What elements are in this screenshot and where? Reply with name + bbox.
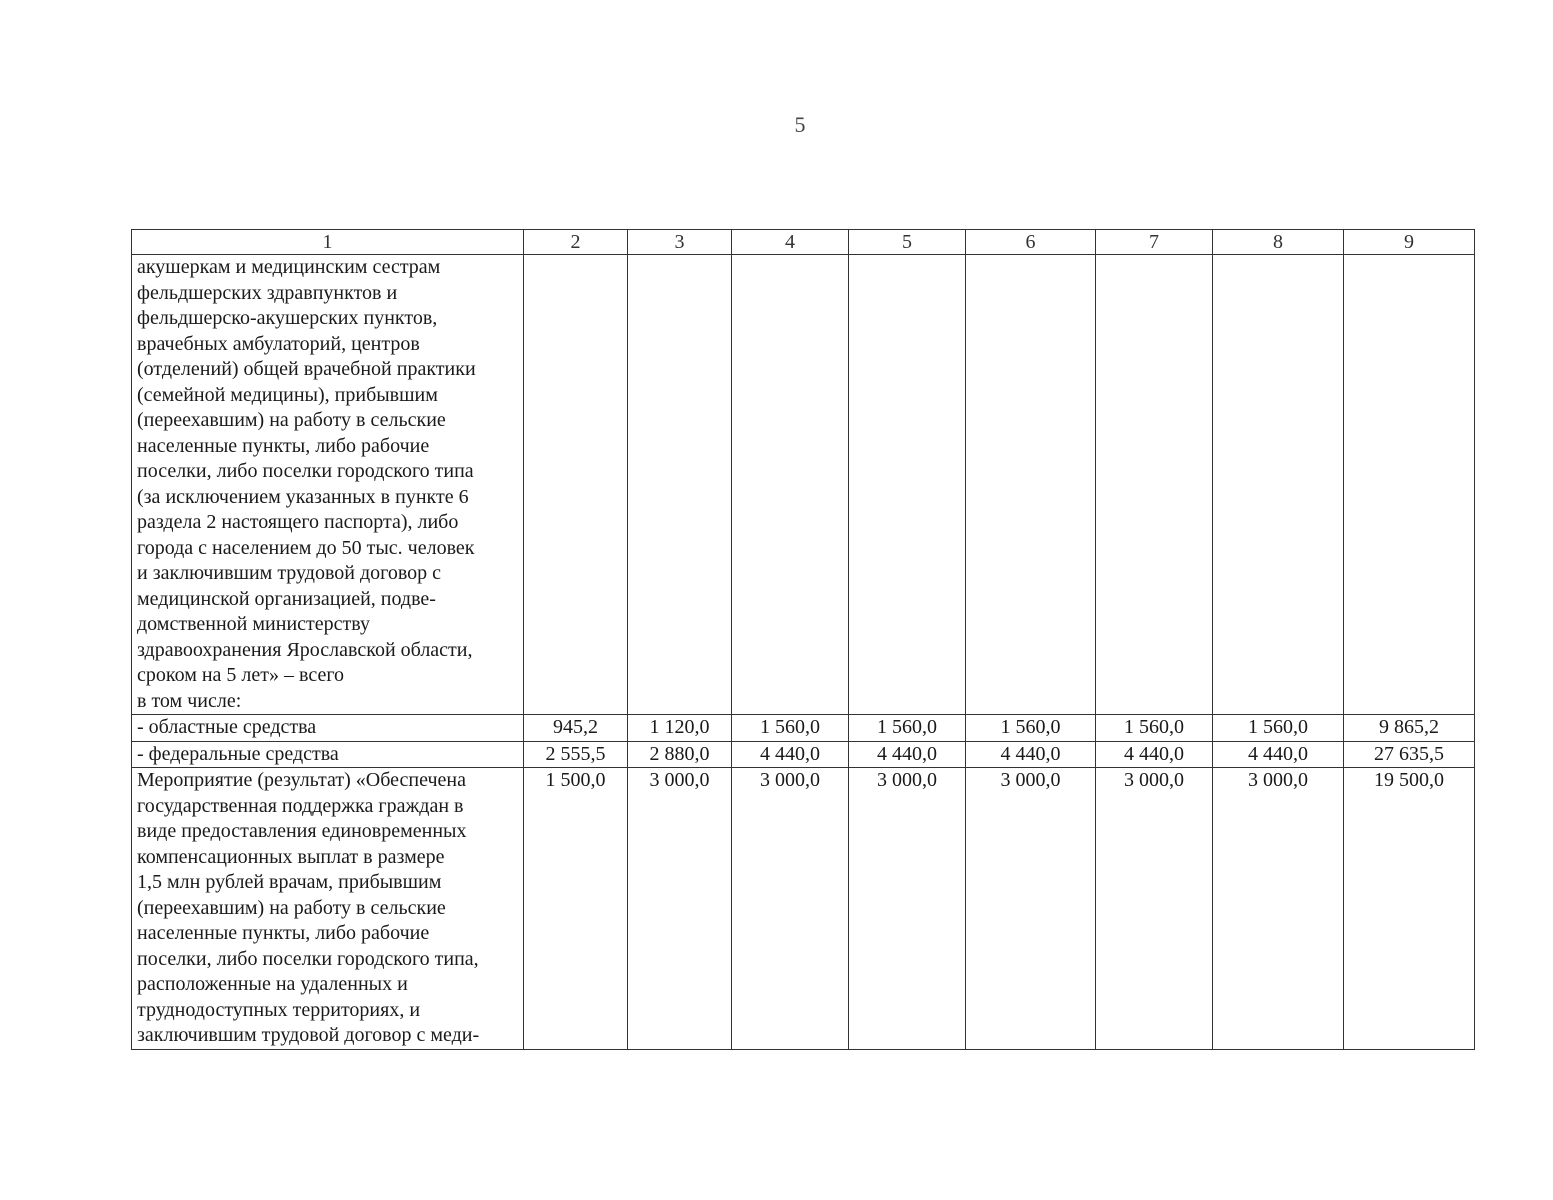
cell-value: 1 560,0 [849,715,966,742]
cell-value: 1 120,0 [628,715,732,742]
table-row [132,715,1475,742]
cell-value: 1 560,0 [1096,715,1213,742]
cell-value: 3 000,0 [849,768,966,1050]
column-header: 2 [524,230,628,255]
cell-value [966,255,1096,715]
table-row [132,255,1475,715]
cell-value: 2 555,5 [524,741,628,768]
cell-value: 27 635,5 [1344,741,1475,768]
cell-value: 19 500,0 [1344,768,1475,1050]
cell-value: 4 440,0 [1213,741,1344,768]
funding-table [131,229,1475,1050]
column-header: 6 [966,230,1096,255]
cell-value [732,255,849,715]
cell-value: 4 440,0 [966,741,1096,768]
cell-value: 1 500,0 [524,768,628,1050]
column-header: 7 [1096,230,1213,255]
cell-value: 1 560,0 [1213,715,1344,742]
column-header: 8 [1213,230,1344,255]
page-number: 5 [794,112,806,137]
cell-value: 4 440,0 [849,741,966,768]
cell-value: 3 000,0 [1096,768,1213,1050]
row-description: Мероприятие (результат) «Обеспечена государственная поддержка граждан в виде предоставления единовременных компенсационных выплат в размере 1,5 млн рублей врачам, прибывшим (переехавшим) на работу в сельские населенные пункты, либо рабочие поселки, либо поселки городского типа, расположенные на удаленных и труднодоступных территориях, и заключившим трудовой договор с меди- [132,768,524,1050]
table-row [132,741,1475,768]
cell-value [1344,255,1475,715]
column-header: 5 [849,230,966,255]
column-header: 4 [732,230,849,255]
cell-value [1096,255,1213,715]
cell-value: 945,2 [524,715,628,742]
column-header: 1 [132,230,524,255]
cell-value: 1 560,0 [732,715,849,742]
cell-value [628,255,732,715]
cell-value: 3 000,0 [732,768,849,1050]
cell-value: 4 440,0 [732,741,849,768]
row-description: - областные средства [132,715,524,742]
cell-value: 3 000,0 [966,768,1096,1050]
row-description: акушеркам и медицинским сестрам фельдшерских здравпунктов и фельдшерско-акушерских пунктов, врачебных амбулаторий, центров (отделений) общей врачебной практики (семейной медицины), прибывшим (переехавшим) на работу в сельские населенные пункты, либо рабочие поселки, либо поселки городского типа (за исключением указанных в пункте 6 раздела 2 настоящего паспорта), либо города с населением до 50 тыс. человек и заключившим трудовой договор с медицинской организацией, подве- домственной министерству здравоохранения Ярославской области, сроком на 5 лет» – всего в том числе: [132,255,524,715]
cell-value [849,255,966,715]
cell-value: 3 000,0 [628,768,732,1050]
cell-value: 3 000,0 [1213,768,1344,1050]
cell-value [524,255,628,715]
row-description: - федеральные средства [132,741,524,768]
cell-value [1213,255,1344,715]
cell-value: 1 560,0 [966,715,1096,742]
cell-value: 4 440,0 [1096,741,1213,768]
column-header: 3 [628,230,732,255]
table-row [132,768,1475,1050]
cell-value: 2 880,0 [628,741,732,768]
cell-value: 9 865,2 [1344,715,1475,742]
column-header: 9 [1344,230,1475,255]
header-row [132,230,1475,255]
